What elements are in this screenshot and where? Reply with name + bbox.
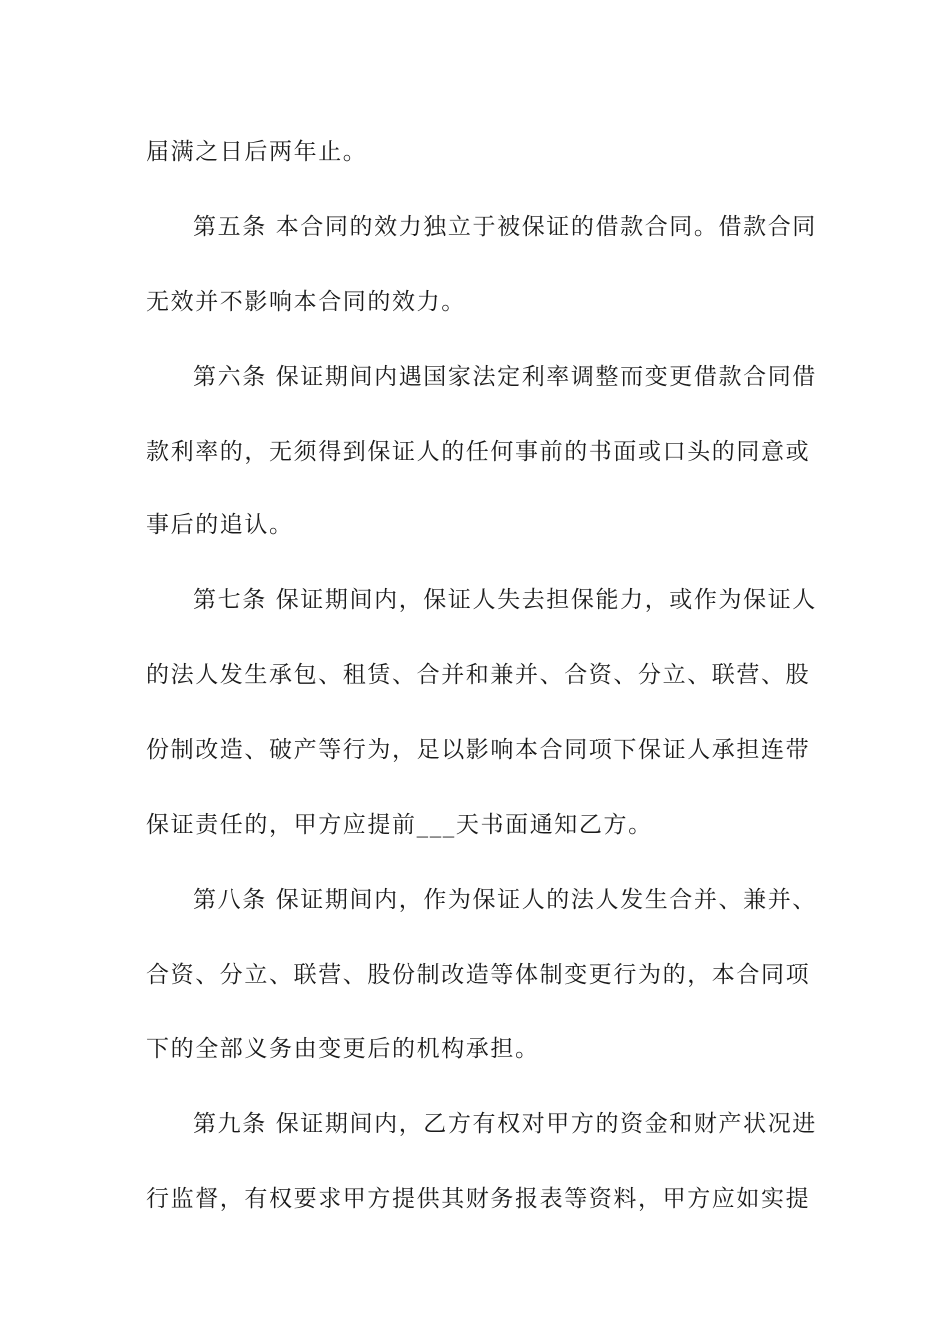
article-9-line-1: 第九条 保证期间内，乙方有权对甲方的资金和财产状况进 bbox=[193, 1111, 817, 1137]
text-line-1: 届满之日后两年止。 bbox=[146, 139, 368, 165]
article-8-line-3: 下的全部义务由变更后的机构承担。 bbox=[146, 1036, 540, 1062]
article-5-line-2: 无效并不影响本合同的效力。 bbox=[146, 289, 466, 315]
article-8-line-1: 第八条 保证期间内，作为保证人的法人发生合并、兼并、 bbox=[193, 887, 817, 913]
article-6-line-3: 事后的追认。 bbox=[146, 512, 294, 538]
article-7-line-1: 第七条 保证期间内，保证人失去担保能力，或作为保证人 bbox=[193, 587, 817, 613]
article-8-line-2: 合资、分立、联营、股份制改造等体制变更行为的，本合同项 bbox=[146, 962, 811, 988]
article-7-line-4: 保证责任的，甲方应提前___天书面通知乙方。 bbox=[146, 812, 653, 838]
article-9-line-2: 行监督，有权要求甲方提供其财务报表等资料，甲方应如实提 bbox=[146, 1186, 811, 1212]
article-5-line-1: 第五条 本合同的效力独立于被保证的借款合同。借款合同 bbox=[193, 214, 817, 240]
article-7-line-3: 份制改造、破产等行为，足以影响本合同项下保证人承担连带 bbox=[146, 737, 811, 763]
article-6-line-1: 第六条 保证期间内遇国家法定利率调整而变更借款合同借 bbox=[193, 364, 817, 390]
article-6-line-2: 款利率的，无须得到保证人的任何事前的书面或口头的同意或 bbox=[146, 439, 811, 465]
article-7-line-2: 的法人发生承包、租赁、合并和兼并、合资、分立、联营、股 bbox=[146, 662, 811, 688]
